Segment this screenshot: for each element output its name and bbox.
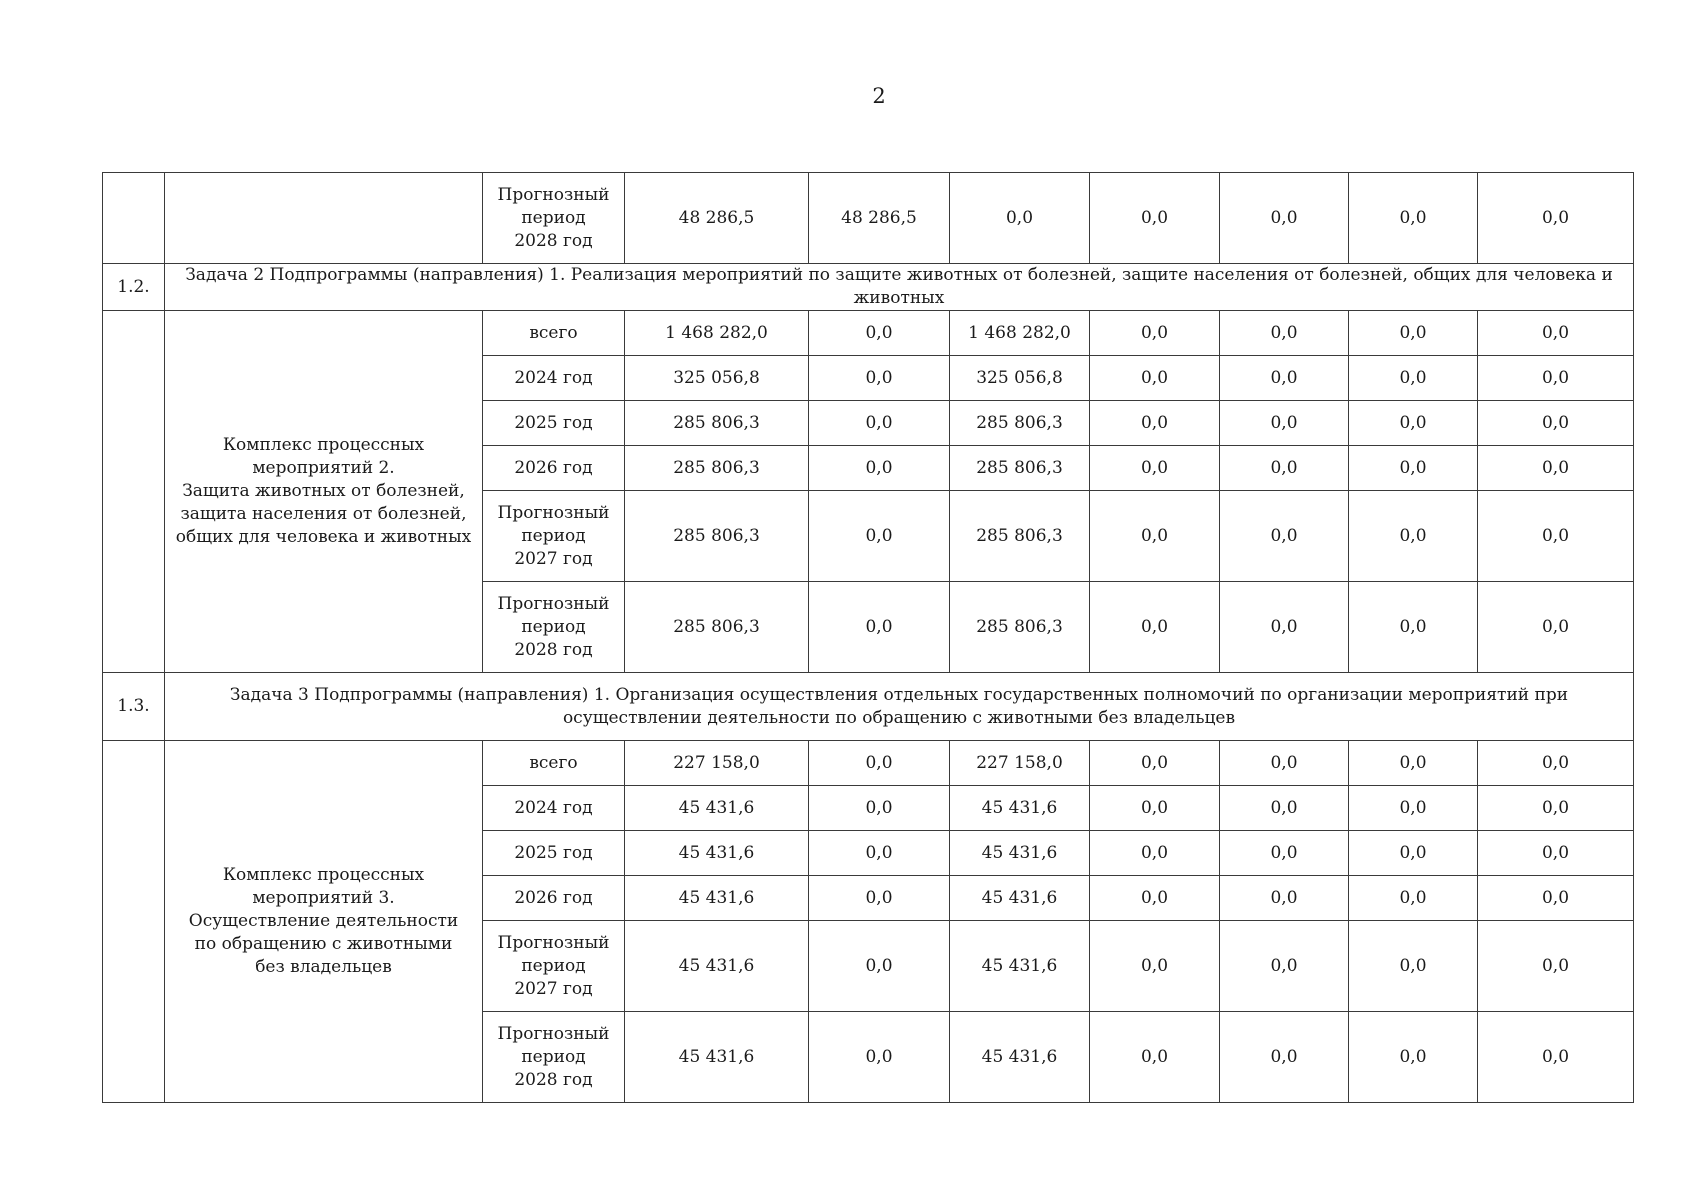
period-line: 2025 год [514, 412, 593, 433]
value-cell: 0,0 [809, 1012, 950, 1103]
complex-description [165, 741, 483, 1103]
table-row [103, 311, 1634, 356]
period-line: Прогнозный [497, 1023, 610, 1044]
value-cell: 0,0 [950, 173, 1090, 264]
value-cell: 227 158,0 [950, 741, 1090, 786]
period-line: 2024 год [514, 367, 593, 388]
description-cell [165, 173, 483, 264]
value-cell: 0,0 [1090, 582, 1220, 673]
value-cell: 0,0 [1220, 1012, 1349, 1103]
value-cell: 48 286,5 [625, 173, 809, 264]
period-line: период [521, 955, 586, 976]
value-cell: 0,0 [1220, 876, 1349, 921]
value-cell: 285 806,3 [625, 446, 809, 491]
value-cell: 0,0 [1090, 356, 1220, 401]
period-line: 2028 год [514, 639, 593, 660]
period-line: 2028 год [514, 1069, 593, 1090]
task-number: 1.2. [103, 264, 165, 311]
value-cell: 0,0 [1349, 741, 1478, 786]
value-cell: 0,0 [1090, 491, 1220, 582]
description-line: защита населения от болезней, [180, 504, 467, 524]
value-cell: 0,0 [1090, 173, 1220, 264]
period-line: Прогнозный [497, 184, 610, 205]
value-cell: 45 431,6 [625, 921, 809, 1012]
value-cell: 0,0 [1349, 831, 1478, 876]
period-line: Прогнозный [497, 932, 610, 953]
period-cell [483, 356, 625, 401]
value-cell: 0,0 [1478, 831, 1634, 876]
value-cell: 0,0 [809, 356, 950, 401]
value-cell: 0,0 [809, 921, 950, 1012]
value-cell: 0,0 [1090, 831, 1220, 876]
value-cell: 48 286,5 [809, 173, 950, 264]
value-cell: 0,0 [1478, 582, 1634, 673]
description-line: мероприятий 2. [252, 458, 395, 478]
value-cell: 45 431,6 [950, 786, 1090, 831]
period-line: 2025 год [514, 842, 593, 863]
complex-description [165, 311, 483, 673]
period-line: 2026 год [514, 887, 593, 908]
value-cell: 0,0 [1220, 741, 1349, 786]
value-cell: 45 431,6 [625, 876, 809, 921]
period-line: 2027 год [514, 978, 593, 999]
value-cell: 285 806,3 [950, 582, 1090, 673]
value-cell: 45 431,6 [950, 1012, 1090, 1103]
description-line: мероприятий 3. [252, 888, 395, 908]
value-cell: 0,0 [1349, 401, 1478, 446]
value-cell: 0,0 [809, 741, 950, 786]
value-cell: 0,0 [1349, 491, 1478, 582]
value-cell: 0,0 [1220, 356, 1349, 401]
period-line: период [521, 1046, 586, 1067]
value-cell: 0,0 [1478, 741, 1634, 786]
value-cell: 0,0 [1478, 491, 1634, 582]
value-cell: 0,0 [1220, 173, 1349, 264]
period-cell [483, 921, 625, 1012]
value-cell: 45 431,6 [625, 786, 809, 831]
value-cell: 0,0 [809, 311, 950, 356]
value-cell: 0,0 [1220, 401, 1349, 446]
period-cell [483, 446, 625, 491]
value-cell: 227 158,0 [625, 741, 809, 786]
period-line: 2024 год [514, 797, 593, 818]
value-cell: 0,0 [809, 786, 950, 831]
value-cell: 45 431,6 [950, 876, 1090, 921]
value-cell: 0,0 [809, 491, 950, 582]
value-cell: 0,0 [1349, 582, 1478, 673]
table-body [103, 173, 1634, 1103]
value-cell: 0,0 [1349, 1012, 1478, 1103]
value-cell: 0,0 [1478, 356, 1634, 401]
description-line: общих для человека и животных [175, 527, 472, 547]
period-line: период [521, 616, 586, 637]
value-cell: 325 056,8 [625, 356, 809, 401]
value-cell: 325 056,8 [950, 356, 1090, 401]
task-row [103, 673, 1634, 741]
value-cell: 0,0 [809, 446, 950, 491]
value-cell: 0,0 [1478, 446, 1634, 491]
value-cell: 0,0 [1478, 401, 1634, 446]
value-cell: 285 806,3 [950, 491, 1090, 582]
value-cell: 1 468 282,0 [950, 311, 1090, 356]
value-cell: 0,0 [1478, 1012, 1634, 1103]
description-line: Комплекс процессных [222, 435, 425, 455]
value-cell: 0,0 [1349, 356, 1478, 401]
value-cell: 0,0 [1220, 786, 1349, 831]
period-cell [483, 173, 625, 264]
value-cell: 0,0 [1478, 311, 1634, 356]
period-line: Прогнозный [497, 502, 610, 523]
value-cell: 0,0 [1220, 831, 1349, 876]
period-cell [483, 831, 625, 876]
table-row [103, 173, 1634, 264]
value-cell: 0,0 [1220, 921, 1349, 1012]
value-cell: 0,0 [1090, 741, 1220, 786]
value-cell: 0,0 [1349, 876, 1478, 921]
value-cell: 0,0 [809, 876, 950, 921]
value-cell: 285 806,3 [950, 401, 1090, 446]
value-cell: 0,0 [1349, 921, 1478, 1012]
period-cell [483, 786, 625, 831]
period-line: всего [529, 752, 578, 773]
value-cell: 285 806,3 [950, 446, 1090, 491]
value-cell: 0,0 [1220, 491, 1349, 582]
period-cell [483, 491, 625, 582]
description-line: без владельцев [255, 957, 392, 977]
period-cell [483, 311, 625, 356]
value-cell: 0,0 [1090, 876, 1220, 921]
task-number: 1.3. [103, 673, 165, 741]
period-line: период [521, 525, 586, 546]
period-cell [483, 741, 625, 786]
value-cell: 0,0 [1090, 786, 1220, 831]
value-cell: 0,0 [1478, 173, 1634, 264]
value-cell: 285 806,3 [625, 491, 809, 582]
number-cell [103, 173, 165, 264]
period-cell [483, 1012, 625, 1103]
value-cell: 0,0 [1220, 311, 1349, 356]
value-cell: 0,0 [1349, 311, 1478, 356]
page-number: 2 [872, 84, 886, 108]
value-cell: 0,0 [1349, 173, 1478, 264]
value-cell: 0,0 [1349, 786, 1478, 831]
description-line: по обращению с животными [194, 934, 453, 954]
description-line: Защита животных от болезней, [182, 481, 465, 501]
description-line: Осуществление деятельности [188, 911, 459, 931]
period-cell [483, 582, 625, 673]
value-cell: 0,0 [1220, 446, 1349, 491]
number-cell [103, 741, 165, 1103]
value-cell: 285 806,3 [625, 401, 809, 446]
value-cell: 45 431,6 [950, 831, 1090, 876]
value-cell: 0,0 [1478, 921, 1634, 1012]
value-cell: 0,0 [1090, 921, 1220, 1012]
budget-table [102, 172, 1634, 1103]
value-cell: 0,0 [1349, 446, 1478, 491]
value-cell: 45 431,6 [625, 1012, 809, 1103]
value-cell: 1 468 282,0 [625, 311, 809, 356]
period-line: всего [529, 322, 578, 343]
period-cell [483, 876, 625, 921]
period-cell [483, 401, 625, 446]
table-row [103, 741, 1634, 786]
value-cell: 0,0 [1090, 401, 1220, 446]
task-row [103, 264, 1634, 311]
value-cell: 45 431,6 [950, 921, 1090, 1012]
value-cell: 0,0 [1220, 582, 1349, 673]
value-cell: 45 431,6 [625, 831, 809, 876]
value-cell: 285 806,3 [625, 582, 809, 673]
description-line: Комплекс процессных [222, 865, 425, 885]
value-cell: 0,0 [1090, 1012, 1220, 1103]
task-text: Задача 3 Подпрограммы (направления) 1. Организация осуществления отдельных государственных полномочий по организации мероприятий при осуществлении деятельности по обращению с животными без владельцев [165, 673, 1634, 741]
task-text: Задача 2 Подпрограммы (направления) 1. Реализация мероприятий по защите животных от болезней, защите населения от болезней, общих для человека и животных [165, 264, 1634, 311]
period-line: Прогнозный [497, 593, 610, 614]
period-line: 2026 год [514, 457, 593, 478]
value-cell: 0,0 [1090, 446, 1220, 491]
value-cell: 0,0 [1478, 786, 1634, 831]
value-cell: 0,0 [1090, 311, 1220, 356]
value-cell: 0,0 [1478, 876, 1634, 921]
value-cell: 0,0 [809, 831, 950, 876]
value-cell: 0,0 [809, 401, 950, 446]
period-line: период [521, 207, 586, 228]
number-cell [103, 311, 165, 673]
period-line: 2027 год [514, 548, 593, 569]
period-line: 2028 год [514, 230, 593, 251]
value-cell: 0,0 [809, 582, 950, 673]
